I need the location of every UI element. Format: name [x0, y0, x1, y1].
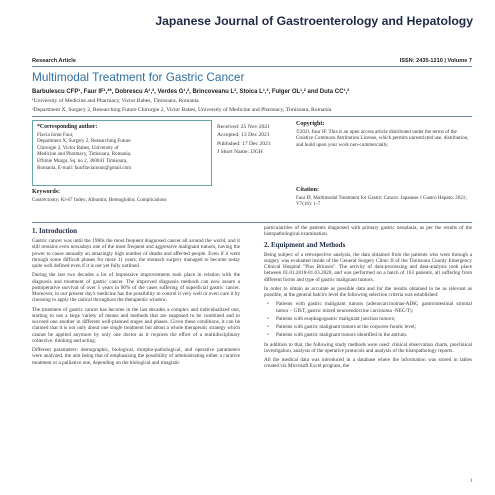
keywords-block [32, 189, 212, 203]
published-date: Published: 17 Dec 2021 [217, 140, 271, 147]
methods-heading: 2. Equipment and Methods [264, 240, 346, 249]
article-title: Multimodal Treatment for Gastric Cancer [32, 70, 245, 84]
corresponding-line: Chirurgie 2, Victor Babes, University of [37, 144, 119, 151]
list-item [264, 301, 472, 314]
citation-text: Faur IF, Multimodal Treatment for Gastric Cancer. Japanese J Gastro Hepato. 2021; V7(16): 1-7 [296, 194, 467, 208]
citation-heading: Citation: [296, 187, 319, 193]
bullet-icon: • [267, 315, 269, 322]
body-paragraph: In order to obtain as accurate as possible data and for the results obtained to be as relevant as possible, at the general batch's level the following selection criteria was established: [264, 285, 472, 298]
keywords-heading: Keywords: [32, 189, 60, 195]
body-column-right [264, 225, 472, 373]
keywords-text: Gastrectomy; Ki-67 Index; Albumin; Hemoglobin; Complications [32, 196, 167, 203]
selection-criteria-list [264, 301, 472, 338]
corresponding-line: Medicine and Pharmacy, Timisoara, Romania, [37, 151, 132, 158]
body-paragraph: All the medical data was introduced in a database where the information was stored in tables created via Microsoft Excel program, the [264, 357, 472, 370]
corresponding-email-line[interactable]: Romania, E-mail: faurflaviaionut@gmail.com [37, 164, 132, 171]
body-paragraph: In addition to that, the following study methods were used: clinical observation charts, preclinical investigation, analysis of the operative protocols and analysis of the histopathology reports. [264, 341, 472, 354]
corresponding-line: Eftimie Murgu, Sq. no 2, 300041 Timisoara, [37, 157, 128, 164]
affiliation-2: ²Department X, Surgery 2, Researching Future Chirurgie 2, Victor Babes, University of Medicine and Pharmacy, Timisoara, Romania [32, 107, 332, 113]
article-dates [217, 123, 271, 157]
corresponding-line: Flavia Ionut Faur, [37, 131, 74, 138]
received-date: Received: 25 Nov 2021 [217, 124, 270, 130]
body-paragraph: Gastric cancer was until the 1980s the most frequent diagnosed cancer all around the world, and it still remains even nowadays one of the most frequent and aggressive malignant tumors, having the power to cause annually an amazingly high number of deaths and affected people. Even if it went through some difficult phases for more 11 years, the stomach surgery managed to become today quite well defined even if it is not yet fully outlined. [32, 238, 240, 269]
list-item-text: Patients with gastric malignant tumors (adenocarcinomas-ADK; gastrointestinal stromal tumor – GIST, gastric mixed neuroendocrine carcinoma -NEC/T); [276, 301, 472, 314]
corresponding-author-box [32, 120, 212, 186]
copyright-block [296, 121, 472, 148]
article-type: Research Article [32, 58, 76, 64]
journal-short-name: J Short Name: JJGH [217, 149, 263, 156]
accepted-date: Accepted: 13 Dec 2021 [217, 132, 270, 139]
citation-block [296, 187, 472, 208]
list-item-text: Patients with gastric malignant tumors identified in the antrum. [276, 332, 408, 339]
journal-header [0, 0, 495, 40]
list-item [264, 332, 472, 338]
body-column-left [32, 225, 240, 369]
list-item-text: Patients with gastric malignant tumors at the corporeo-fundic level; [276, 324, 417, 330]
body-paragraph: particularities of the patients diagnosed with primary gastric neoplasia, as per the results of the histopathological examination. [264, 225, 472, 238]
bullet-icon: • [267, 324, 269, 330]
affiliation-1: ¹University of Medicine and Pharmacy, Victor Babes, Timisoara, Romania [32, 98, 199, 104]
divider-middle [32, 116, 472, 117]
body-paragraph: Being subject of a retrospective analysis, the data obtained from the patients who went through a surgery was evaluated inside of the General Surgery Clinic II of the Timisoara County Emergency Clinical Hospital "Pius Brinzeu". The activity of data-processing and data-analysis took place between 01.01.2018-01.03.2020, and was performed on a batch of 163 patients, all suffering from different forms and type of gastric malignant tumors. [264, 251, 472, 283]
bullet-icon: • [267, 301, 269, 308]
body-paragraph: The treatment of gastric cancer has become in the last decades a complex and individualized one, starting to use a large variety of means and methods that are supposed to be combined and to succeed one another in different well-planned stages and phases. Given these conditions, it can be claimed that it is not only about one single treatment but about a whole therapeutic strategy which cannot be applied anymore by only one doctor as it requires the effort of a multidisciplinary collective, thinking and acting. [32, 306, 240, 344]
divider-body [32, 222, 472, 223]
introduction-heading: 1. Introduction [32, 227, 77, 235]
list-item-text: Patients with esophagogastric malignant junction tumors; [276, 315, 396, 322]
bullet-icon: • [267, 332, 269, 339]
divider-top [32, 66, 472, 67]
issn-volume: ISSN: 2435-1210 | Volume 7 [399, 58, 472, 64]
corresponding-line: Department X, Surgery 2, Researching Future [37, 138, 131, 145]
author-list: Barbulescu CFP¹, Faur IF¹,²*, Dobrescu A¹,², Verdes G¹,², Brincoveanu L², Stoica L¹,², Fulger OL¹,² and Duta CC¹,² [32, 89, 350, 95]
copyright-heading: Copyright: [296, 121, 325, 127]
list-item [264, 316, 472, 322]
corresponding-heading: *Corresponding author: [37, 124, 98, 130]
page-number: 1 [470, 478, 473, 484]
body-paragraph: Different parameters: demographic, biological, morpho-pathological, and operative parameters were analyzed, the aim being that of emphasizing the possibility of administrating either a curative treatment or a palliative one, depending on the biological and imagistic [32, 347, 240, 366]
copyright-text: ©2021 Faur IF. This is an open access article distributed under the terms of the Creative Commons Attribution License, which permits unrestricted use, distribution, and build upon your work non-commercially. [296, 128, 469, 148]
body-paragraph: During the last two decades a lot of impressive improvements took place in relation with the diagnosis and treatment of gastric cancer. The improved diagnosis methods can now assure a postoperative survival of over 5 years in 90% of the cases suffering of superficial gastric cancer. Moreover, in our present day's medicine has the possibility to control it very well or even cure it by choosing to apply the radical throughout the therapeutic window. [32, 272, 240, 304]
journal-title: Japanese Journal of Gastroenterology and Hepatology [155, 14, 473, 28]
list-item [264, 324, 472, 330]
